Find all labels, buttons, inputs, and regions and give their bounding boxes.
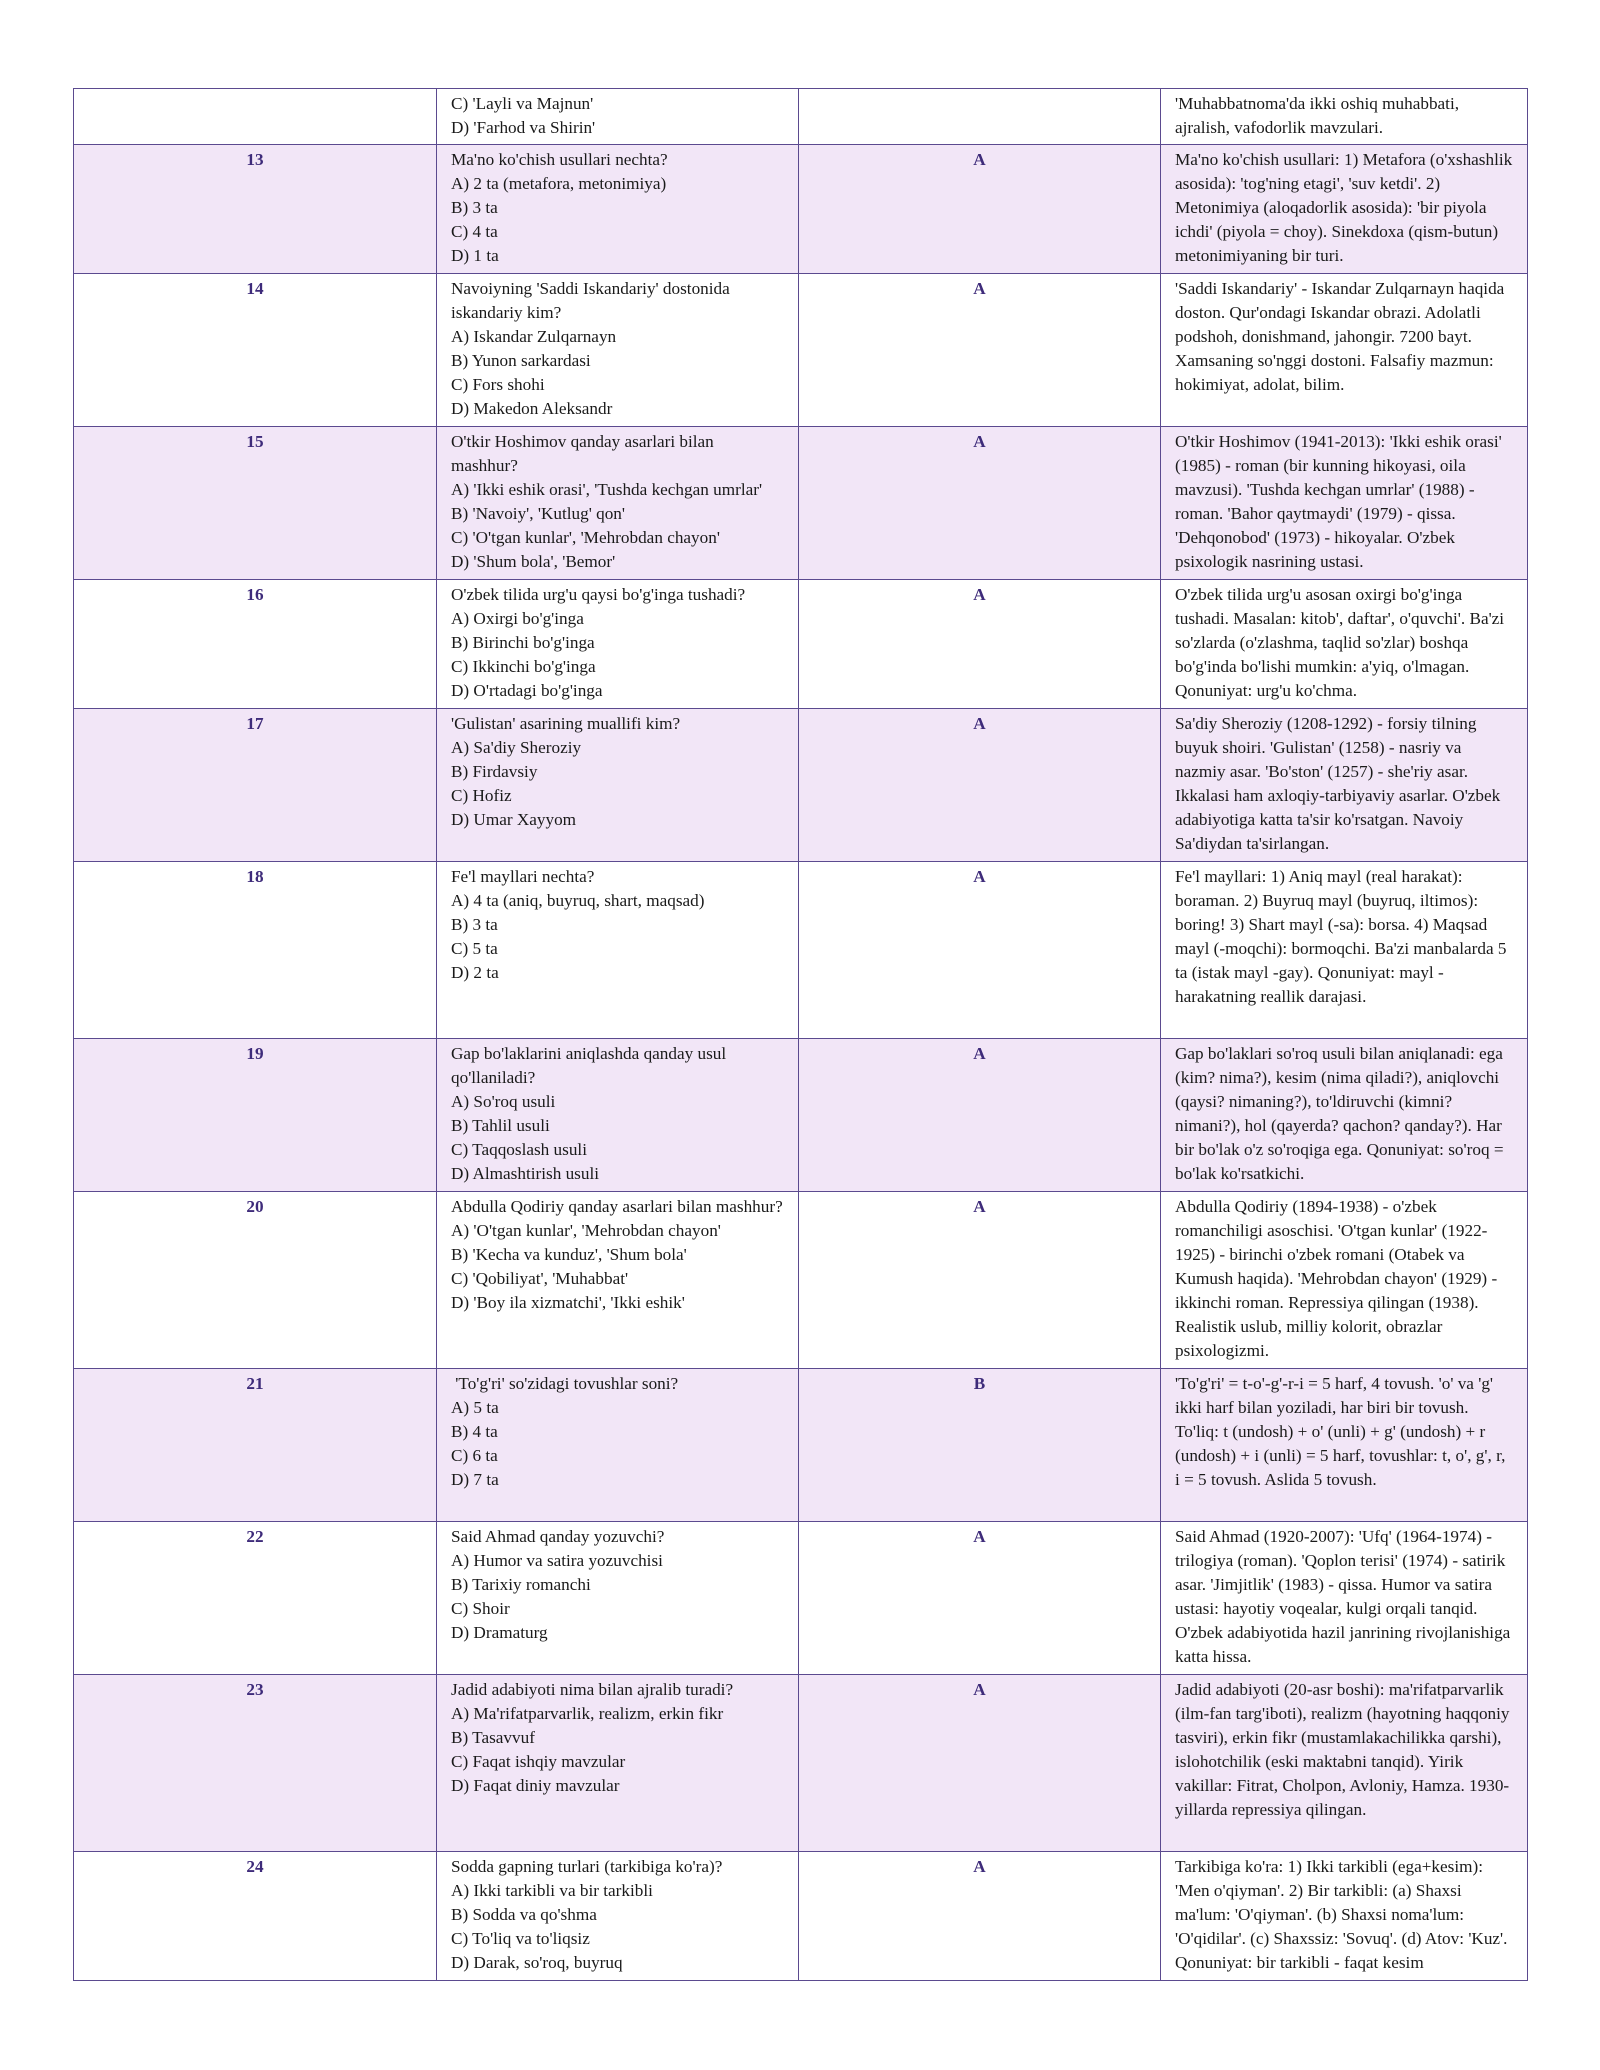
answer-option: C) 4 ta [451,222,498,241]
question-cell [437,1522,799,1675]
explanation: 'Saddi Iskandariy' - Iskandar Zulqarnayn haqida doston. Qur'ondagi Iskandar obrazi. Adolatli podshoh, donishmand, jahongir. 7200 bayt. Xamsaning so'nggi dostoni. Falsafiy mazmun: hokimiyat, adolat, bilim. [1161,274,1528,427]
question-cell [437,145,799,274]
answer-option: D) 7 ta [451,1470,499,1489]
question-cell [437,1852,799,1981]
question-row [74,1039,1528,1192]
answer-option: A) Iskandar Zulqarnayn [451,327,617,346]
answer-option: B) 4 ta [451,1422,498,1441]
correct-answer: A [799,427,1161,580]
question-row [74,427,1528,580]
explanation: Abdulla Qodiriy (1894-1938) - o'zbek romanchiligi asoschisi. 'O'tgan kunlar' (1922-1925) - birinchi o'zbek romani (Otabek va Kumush haqida). 'Mehrobdan chayon' (1929) - ikkinchi roman. Repressiya qilingan (1938). Realistik uslub, milliy kolorit, obrazlar psixologizmi. [1161,1192,1528,1369]
question-text: 'To'g'ri' so'zidagi tovushlar soni? [451,1374,679,1393]
question-row [74,1675,1528,1852]
answer-option: C) 'Qobiliyat', 'Muhabbat' [451,1269,629,1288]
answer-option: A) Ikki tarkibli va bir tarkibli [451,1881,653,1900]
answer-option: D) Darak, so'roq, buyruq [451,1953,623,1972]
answer-option: D) Dramaturg [451,1623,548,1642]
question-cell [437,580,799,709]
question-number: 24 [74,1852,437,1981]
question-number: 18 [74,862,437,1039]
answer-option: A) Sa'diy Sheroziy [451,738,582,757]
correct-answer: A [799,274,1161,427]
question-cell [437,1675,799,1852]
answer-option: C) Shoir [451,1599,510,1618]
correct-answer: A [799,1192,1161,1369]
answer-option: C) 'O'tgan kunlar', 'Mehrobdan chayon' [451,528,720,547]
question-text: Jadid adabiyoti nima bilan ajralib turadi? [451,1680,734,1699]
answer-option: C) Ikkinchi bo'g'inga [451,657,596,676]
answer-option: D) Umar Xayyom [451,810,577,829]
question-row [74,145,1528,274]
question-number: 20 [74,1192,437,1369]
answer-option: B) Sodda va qo'shma [451,1905,597,1924]
quiz-answer-table [73,88,1528,1981]
question-text: Sodda gapning turlari (tarkibiga ko'ra)? [451,1857,723,1876]
answer-option: B) Tarixiy romanchi [451,1575,591,1594]
answer-option: D) Makedon Aleksandr [451,399,613,418]
answer-option: C) Fors shohi [451,375,545,394]
question-text: Fe'l mayllari nechta? [451,867,595,886]
question-text: 'Gulistan' asarining muallifi kim? [451,714,681,733]
question-cell [437,709,799,862]
answer-option: A) 'O'tgan kunlar', 'Mehrobdan chayon' [451,1221,721,1240]
explanation: O'zbek tilida urg'u asosan oxirgi bo'g'inga tushadi. Masalan: kitob', daftar', o'quvchi'. Ba'zi so'zlarda (o'zlashma, taqlid so'zlar) boshqa bo'g'inda bo'lishi mumkin: a'yiq, o'lmagan. Qonuniyat: urg'u ko'chma. [1161,580,1528,709]
answer-option: C) Hofiz [451,786,512,805]
question-number: 17 [74,709,437,862]
question-cell [437,1192,799,1369]
question-text: Ma'no ko'chish usullari nechta? [451,150,668,169]
answer-option: A) 2 ta (metafora, metonimiya) [451,174,667,193]
correct-answer: A [799,580,1161,709]
question-text: Gap bo'laklarini aniqlashda qanday usul qo'llaniladi? [451,1044,731,1087]
answer-option: B) Tahlil usuli [451,1116,550,1135]
question-text: Navoiyning 'Saddi Iskandariy' dostonida iskandariy kim? [451,279,735,322]
question-number: 16 [74,580,437,709]
correct-answer: A [799,862,1161,1039]
question-cell [437,274,799,427]
explanation: Sa'diy Sheroziy (1208-1292) - forsiy tilning buyuk shoiri. 'Gulistan' (1258) - nasriy va nazmiy asar. 'Bo'ston' (1257) - she'riy asar. Ikkalasi ham axloqiy-tarbiyaviy asarlar. O'zbek adabiyotiga katta ta'sir ko'rsatgan. Navoiy Sa'diydan ta'sirlangan. [1161,709,1528,862]
question-row [74,89,1528,145]
answer-option: D) 'Shum bola', 'Bemor' [451,552,616,571]
question-row [74,862,1528,1039]
question-row [74,580,1528,709]
question-row [74,709,1528,862]
question-number: 21 [74,1369,437,1522]
answer-option: B) Birinchi bo'g'inga [451,633,595,652]
question-number: 15 [74,427,437,580]
answer-option: C) 5 ta [451,939,498,958]
answer-option: A) 5 ta [451,1398,499,1417]
quiz-table-body [74,89,1528,1981]
correct-answer: A [799,1675,1161,1852]
answer-option: D) 1 ta [451,246,499,265]
explanation: Ma'no ko'chish usullari: 1) Metafora (o'xshashlik asosida): 'tog'ning etagi', 'suv ketdi'. 2) Metonimiya (aloqadorlik asosida): 'bir piyola ichdi' (piyola = choy). Sinekdoxa (qism-butun) metonimiyaning bir turi. [1161,145,1528,274]
answer-option: A) 'Ikki eshik orasi', 'Tushda kechgan umrlar' [451,480,763,499]
explanation: Gap bo'laklari so'roq usuli bilan aniqlanadi: ega (kim? nima?), kesim (nima qiladi?), aniqlovchi (qaysi? nimaning?), to'ldiruvchi (kimni? nimani?), hol (qayerda? qachon? qanday?). Har bir bo'lak o'z so'roqiga ega. Qonuniyat: so'roq = bo'lak ko'rsatkichi. [1161,1039,1528,1192]
explanation: 'Muhabbatnoma'da ikki oshiq muhabbati, ajralish, vafodorlik mavzulari. [1161,89,1528,145]
explanation: Jadid adabiyoti (20-asr boshi): ma'rifatparvarlik (ilm-fan targ'iboti), realizm (hayotning haqqoniy tasviri), erkin fikr (mustamlakachilikka qarshi), islohotchilik (eski maktabni tanqid). Yirik vakillar: Fitrat, Cholpon, Avloniy, Hamza. 1930-yillarda repressiya qilingan. [1161,1675,1528,1852]
question-text: O'tkir Hoshimov qanday asarlari bilan mashhur? [451,432,719,475]
correct-answer: A [799,1039,1161,1192]
answer-option: D) Almashtirish usuli [451,1164,600,1183]
question-cell [437,89,799,145]
question-number: 13 [74,145,437,274]
question-number: 22 [74,1522,437,1675]
answer-option: B) 'Kecha va kunduz', 'Shum bola' [451,1245,687,1264]
answer-option: D) Faqat diniy mavzular [451,1776,620,1795]
answer-option: C) Taqqoslash usuli [451,1140,587,1159]
answer-option: D) O'rtadagi bo'g'inga [451,681,603,700]
question-row [74,274,1528,427]
answer-option: A) 4 ta (aniq, buyruq, shart, maqsad) [451,891,705,910]
correct-answer: A [799,709,1161,862]
answer-option: C) Faqat ishqiy mavzular [451,1752,626,1771]
correct-answer: A [799,1852,1161,1981]
question-cell [437,862,799,1039]
answer-option: D) 'Farhod va Shirin' [451,118,596,137]
question-number [74,89,437,145]
answer-option: B) 'Navoiy', 'Kutlug' qon' [451,504,625,523]
answer-option: C) 'Layli va Majnun' [451,94,594,113]
correct-answer: A [799,145,1161,274]
question-number: 23 [74,1675,437,1852]
answer-option: C) 6 ta [451,1446,498,1465]
answer-option: D) 2 ta [451,963,499,982]
question-cell [437,427,799,580]
answer-option: B) Yunon sarkardasi [451,351,591,370]
answer-option: A) Humor va satira yozuvchisi [451,1551,663,1570]
question-cell [437,1039,799,1192]
correct-answer [799,89,1161,145]
question-row [74,1852,1528,1981]
answer-option: A) Ma'rifatparvarlik, realizm, erkin fikr [451,1704,724,1723]
explanation: Said Ahmad (1920-2007): 'Ufq' (1964-1974) - trilogiya (roman). 'Qoplon terisi' (1974) - satirik asar. 'Jimjitlik' (1983) - qissa. Humor va satira ustasi: hayotiy voqealar, kulgi orqali tanqid. O'zbek adabiyotida hazil janrining rivojlanishiga katta hissa. [1161,1522,1528,1675]
question-row [74,1369,1528,1522]
question-row [74,1522,1528,1675]
question-number: 14 [74,274,437,427]
question-text: Said Ahmad qanday yozuvchi? [451,1527,665,1546]
explanation: O'tkir Hoshimov (1941-2013): 'Ikki eshik orasi' (1985) - roman (bir kunning hikoyasi, oila mavzusi). 'Tushda kechgan umrlar' (1988) - roman. 'Bahor qaytmaydi' (1979) - qissa. 'Dehqonobod' (1973) - hikoyalar. O'zbek psixologik nasrining ustasi. [1161,427,1528,580]
explanation: Fe'l mayllari: 1) Aniq mayl (real harakat): boraman. 2) Buyruq mayl (buyruq, iltimos): boring! 3) Shart mayl (-sa): borsa. 4) Maqsad mayl (-moqchi): bormoqchi. Ba'zi manbalarda 5 ta (istak mayl -gay). Qonuniyat: mayl - harakatning reallik darajasi. [1161,862,1528,1039]
explanation: Tarkibiga ko'ra: 1) Ikki tarkibli (ega+kesim): 'Men o'qiyman'. 2) Bir tarkibli: (a) Shaxsi ma'lum: 'O'qiyman'. (b) Shaxsi noma'lum: 'O'qidilar'. (c) Shaxssiz: 'Sovuq'. (d) Atov: 'Kuz'. Qonuniyat: bir tarkibli - faqat kesim [1161,1852,1528,1981]
question-row [74,1192,1528,1369]
answer-option: B) Tasavvuf [451,1728,535,1747]
correct-answer: A [799,1522,1161,1675]
answer-option: A) Oxirgi bo'g'inga [451,609,584,628]
answer-option: A) So'roq usuli [451,1092,556,1111]
question-number: 19 [74,1039,437,1192]
answer-option: B) 3 ta [451,915,498,934]
explanation: 'To'g'ri' = t-o'-g'-r-i = 5 harf, 4 tovush. 'o' va 'g' ikki harf bilan yoziladi, har biri bir tovush. To'liq: t (undosh) + o' (unli) + g' (undosh) + r (undosh) + i (unli) = 5 harf, tovushlar: t, o', g', r, i = 5 tovush. Aslida 5 tovush. [1161,1369,1528,1522]
answer-option: D) 'Boy ila xizmatchi', 'Ikki eshik' [451,1293,685,1312]
correct-answer: B [799,1369,1161,1522]
answer-option: B) 3 ta [451,198,498,217]
answer-option: B) Firdavsiy [451,762,538,781]
answer-option: C) To'liq va to'liqsiz [451,1929,590,1948]
question-cell [437,1369,799,1522]
question-text: O'zbek tilida urg'u qaysi bo'g'inga tushadi? [451,585,746,604]
question-text: Abdulla Qodiriy qanday asarlari bilan mashhur? [451,1197,783,1216]
